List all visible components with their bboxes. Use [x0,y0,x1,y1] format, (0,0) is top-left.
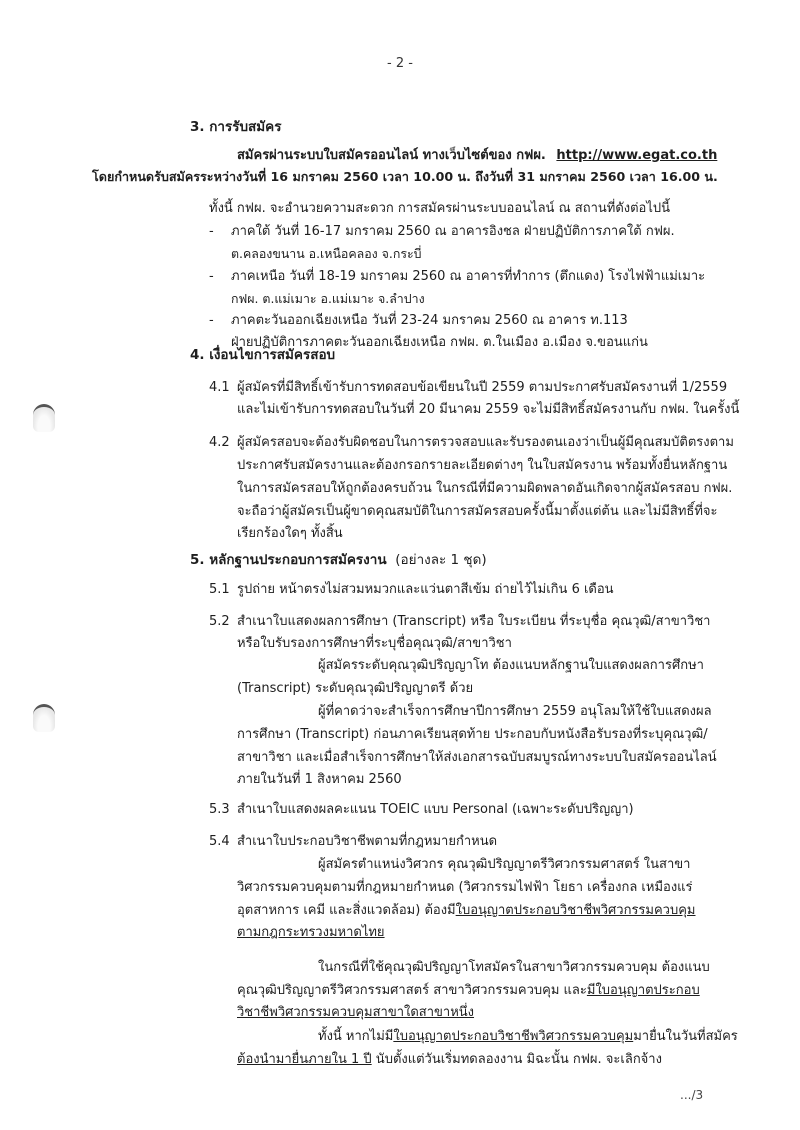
condition-4-2-line: จะถือว่าผู้สมัครเป็นผู้ขาดคุณสมบัติในการสมัครสอบครั้งนี้มาตั้งแต่ต้น และไม่มีสิทธิ์ที่จะ [237,504,718,519]
location-item-line2: กฟผ. ต.แม่เมาะ อ.แม่เมาะ จ.ลำปาง [231,291,425,306]
section-4-heading: 4. เงื่อนไขการสมัครสอบ [190,347,336,363]
license-requirement: มีใบอนุญาตประกอบ [586,983,700,998]
condition-4-1-line2: และไม่เข้ารับการทดสอบในวันที่ 20 มีนาคม 2559 จะไม่มีสิทธิ์สมัครงานกับ กฟผ. ในครั้งนี้ [237,402,740,417]
page-number: - 2 - [387,56,413,71]
masters-control-line1: ในกรณีที่ใช้คุณวุฒิปริญญาโทสมัครในสาขาวิศวกรรมควบคุม ต้องแนบ [318,960,710,975]
condition-4-1: 4.1 ผู้สมัครที่มีสิทธิ์เข้ารับการทดสอบข้อเขียนในปี 2559 ตามประกาศรับสมัครงานที่ 1/2559 [209,378,727,398]
location-item: - ภาคใต้ วันที่ 16-17 มกราคม 2560 ณ อาคารอิงชล ฝ่ายปฏิบัติการภาคใต้ กฟผ. [209,222,675,242]
item-number: 5.3 [209,802,230,817]
deadline-line1: ทั้งนี้ หากไม่มีใบอนุญาตประกอบวิชาชีพวิศวกรรมควบคุมมายื่นในวันที่สมัคร [318,1029,738,1044]
license-requirement: ใบอนุญาตประกอบวิชาชีพวิศวกรรมควบคุม [393,1029,634,1044]
application-period: โดยกำหนดรับสมัครระหว่างวันที่ 16 มกราคม 2560 เวลา 10.00 น. ถึงวันที่ 31 มกราคม 2560 เวลา 16.00 น. [92,169,718,184]
section-3-intro [237,146,717,166]
expected-grad-line: ผู้ที่คาดว่าจะสำเร็จการศึกษาปีการศึกษา 2559 อนุโลมให้ใช้ใบแสดงผล [318,704,712,719]
engineer-para-line2: วิศวกรรมควบคุมตามที่กฎหมายกำหนด (วิศวกรรมไฟฟ้า โยธา เครื่องกล เหมืองแร่ [237,880,693,895]
condition-4-2-line: ในการสมัครสอบให้ถูกต้องครบถ้วน ในกรณีที่มีความผิดพลาดอันเกิดจากผู้สมัครสอบ กฟผ. [237,481,733,496]
expected-grad-line: การศึกษา (Transcript) ก่อนภาคเรียนสุดท้าย ประกอบกับหนังสือรับรองที่ระบุคุณวุฒิ/ [237,727,708,742]
section-3-heading: 3. การรับสมัคร [190,119,282,135]
punch-hole-mark [33,704,55,732]
document-5-1: 5.1 รูปถ่าย หน้าตรงไม่สวมหมวกและแว่นตาสีเข้ม ถ่ายไว้ไม่เกิน 6 เดือน [209,580,614,600]
document-5-3: 5.3 สำเนาใบแสดงผลคะแนน TOEIC แบบ Personal (เฉพาะระดับปริญญา) [209,800,634,820]
license-requirement: ใบอนุญาตประกอบวิชาชีพวิศวกรรมควบคุม [455,903,696,918]
condition-4-2: 4.2 ผู้สมัครสอบจะต้องรับผิดชอบในการตรวจสอบและรับรองตนเองว่าเป็นผู้มีคุณสมบัติตรงตาม [209,433,734,453]
expected-grad-line: สาขาวิชา และเมื่อสำเร็จการศึกษาให้ส่งเอกสารฉบับสมบูรณ์ทางระบบใบสมัครออนไลน์ [237,750,717,765]
interior-ministry-regulation: ตามกฎกระทรวงมหาดไทย [237,925,385,940]
bullet-dash: - [209,313,214,328]
item-number: 5.2 [209,614,230,629]
bullet-dash: - [209,269,214,284]
item-number: 5.1 [209,582,230,597]
punch-hole-mark [33,404,55,432]
item-number: 5.4 [209,834,230,849]
bullet-dash: - [209,224,214,239]
location-item-line2: ฝ่ายปฏิบัติการภาคตะวันออกเฉียงเหนือ กฟผ. ต.ในเมือง อ.เมือง จ.ขอนแก่น [231,335,648,350]
heading-note: (อย่างละ 1 ชุด) [395,552,487,568]
document-5-4: 5.4 สำเนาใบประกอบวิชาชีพตามที่กฎหมายกำหนด [209,832,497,852]
location-item-line2: ต.คลองขนาน อ.เหนือคลอง จ.กระบี่ [231,246,422,261]
continuation-marker: .../3 [680,1088,704,1102]
masters-note-line2: (Transcript) ระดับคุณวุฒิปริญญาตรี ด้วย [237,681,474,696]
engineer-para-line1: ผู้สมัครตำแหน่งวิศวกร คุณวุฒิปริญญาตรีวิศวกรรมศาสตร์ ในสาขา [318,857,691,872]
facilitation-text: ทั้งนี้ กฟผ. จะอำนวยความสะดวก การสมัครผ่านระบบออนไลน์ ณ สถานที่ดังต่อไปนี้ [209,201,671,216]
masters-note-line1: ผู้สมัครระดับคุณวุฒิปริญญาโท ต้องแนบหลักฐานใบแสดงผลการศึกษา [318,658,704,673]
any-branch-license: วิชาชีพวิศวกรรมควบคุมสาขาใดสาขาหนึ่ง [237,1005,475,1020]
location-item: - ภาคเหนือ วันที่ 18-19 มกราคม 2560 ณ อาคารที่ทำการ (ตึกแดง) โรงไฟฟ้าแม่เมาะ [209,267,705,287]
location-item: - ภาคตะวันออกเฉียงเหนือ วันที่ 23-24 มกราคม 2560 ณ อาคาร ท.113 [209,311,628,331]
engineer-para-line3: อุตสาหการ เคมี และสิ่งแวดล้อม) ต้องมีใบอนุญาตประกอบวิชาชีพวิศวกรรมควบคุม [237,903,696,918]
deadline-line2: ต้องนำมายื่นภายใน 1 ปี นับตั้งแต่วันเริ่มทดลองงาน มิฉะนั้น กฟผ. จะเลิกจ้าง [237,1052,662,1067]
document-5-2-line2: หรือใบรับรองการศึกษาที่ระบุชื่อคุณวุฒิ/สาขาวิชา [237,636,512,651]
one-year-deadline: ต้องนำมายื่นภายใน 1 ปี [237,1052,372,1067]
section-5-heading: 5. หลักฐานประกอบการสมัครงาน (อย่างละ 1 ชุด) [190,552,487,568]
intro-text: สมัครผ่านระบบใบสมัครออนไลน์ ทางเว็บไซต์ของ กฟผ. [237,148,546,163]
masters-control-line2: คุณวุฒิปริญญาตรีวิศวกรรมศาสตร์ สาขาวิศวกรรมควบคุม และมีใบอนุญาตประกอบ [237,983,700,998]
egat-website-link[interactable]: http://www.egat.co.th [556,148,718,163]
condition-4-2-line: ประกาศรับสมัครงานและต้องกรอกรายละเอียดต่างๆ ในใบสมัครงาน พร้อมทั้งยื่นหลักฐาน [237,458,728,473]
document-5-2: 5.2 สำเนาใบแสดงผลการศึกษา (Transcript) หรือ ใบระเบียน ที่ระบุชื่อ คุณวุฒิ/สาขาวิชา [209,612,710,632]
expected-grad-line: ภายในวันที่ 1 สิงหาคม 2560 [237,772,402,787]
item-number: 4.2 [209,435,230,450]
condition-4-2-line: เรียกร้องใดๆ ทั้งสิ้น [237,526,343,541]
item-number: 4.1 [209,380,230,395]
